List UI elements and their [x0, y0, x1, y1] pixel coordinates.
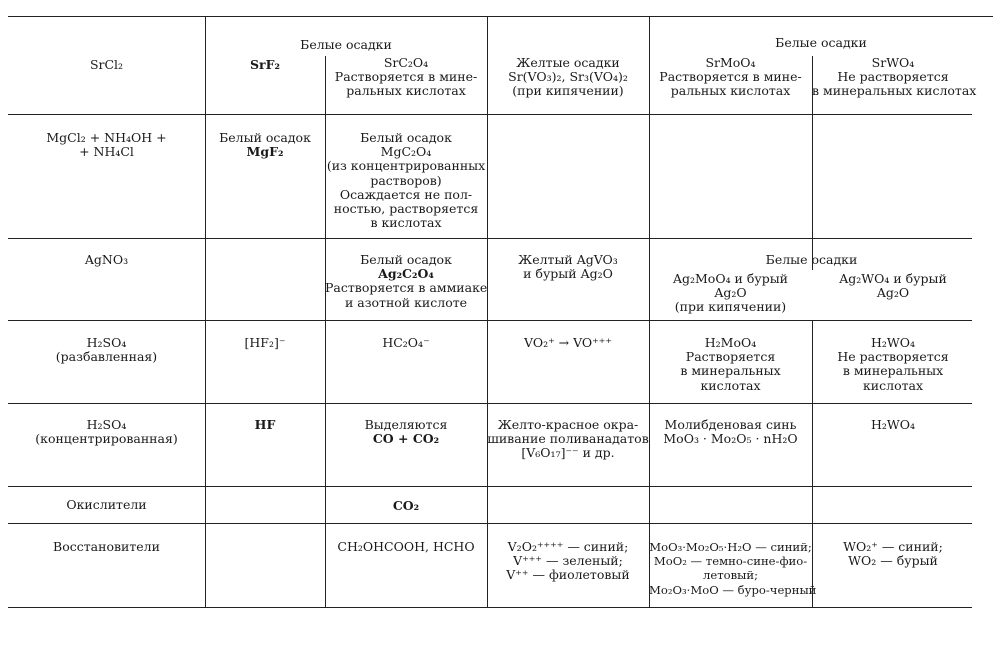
cell-line: (разбавленная) — [55, 349, 158, 365]
cell-line: в минеральных — [842, 363, 944, 379]
column-rule — [205, 16, 206, 607]
cell-line: Ag₂O — [876, 285, 910, 301]
header-reagent: SrCl₂ — [89, 57, 124, 72]
cell-line: CH₂OHCOOH, HCHO — [337, 539, 475, 554]
cell-line: SrWO₄ — [871, 55, 915, 70]
cell-line: V₂O₂⁺⁺⁺⁺ — синий; — [507, 539, 629, 554]
cell-line: MoO₃ · Mo₂O₅ · nH₂O — [663, 431, 798, 447]
cell-line: HC₂O₄⁻ — [382, 335, 430, 350]
header-vanadate — [487, 56, 649, 99]
row-rule — [8, 238, 972, 239]
table-cell — [812, 336, 974, 393]
table-cell — [649, 540, 817, 597]
table-cell — [205, 336, 325, 350]
row-group-title: Белые осадки — [765, 252, 858, 267]
cell-line: H₂WO₄ — [870, 417, 916, 432]
header-group-title: Белые осадки — [775, 35, 867, 50]
cell-line: Не растворяется — [837, 69, 949, 85]
cell-line: CO₂ — [392, 498, 420, 513]
header-tungstate — [812, 55, 977, 99]
table-cell — [325, 131, 487, 230]
table-cell — [325, 540, 487, 554]
header-oxalate — [325, 56, 487, 99]
cell-line: H₂SO₄ — [86, 335, 127, 350]
cell-line: [V₆O₁₇]⁻⁻ и др. — [521, 445, 615, 461]
table-cell — [487, 253, 649, 281]
row-rule — [8, 403, 972, 404]
table-bottom-rule — [8, 607, 972, 608]
cell-line: (при кипячении) — [512, 83, 624, 99]
table-top-rule — [8, 16, 993, 17]
cell-line: H₂SO₄ — [86, 417, 127, 432]
table-cell — [205, 418, 325, 432]
row-reagent — [8, 498, 205, 512]
row-rule — [8, 486, 972, 487]
table-cell — [812, 418, 974, 432]
cell-line: HF — [254, 417, 276, 432]
cell-line: кислотах — [700, 377, 761, 393]
table-cell — [649, 418, 812, 446]
table-cell — [649, 336, 812, 393]
cell-line: MgF₂ — [246, 144, 284, 160]
cell-line: летовый; — [702, 568, 758, 583]
cell-line: ральных кислотах — [346, 83, 466, 99]
cell-line: + NH₄Cl — [79, 144, 134, 160]
cell-line: MoO₂ — темно-сине-фио- — [653, 554, 808, 569]
cell-line: WO₂ — бурый — [848, 553, 938, 569]
cell-line: V⁺⁺⁺ — зеленый; — [513, 553, 623, 569]
row-rule — [8, 523, 972, 524]
table-cell — [205, 131, 325, 159]
row-reagent — [8, 336, 205, 364]
table-cell — [812, 540, 974, 568]
row-reagent — [8, 540, 205, 554]
column-rule — [487, 16, 488, 607]
table-cell — [487, 540, 649, 583]
table-cell — [325, 336, 487, 350]
cell-line: Желто-красное окра- — [497, 417, 639, 432]
table-cell — [325, 418, 487, 446]
row-reagent — [8, 418, 205, 446]
cell-line: Желтый AgVO₃ — [518, 252, 618, 267]
cell-line: и азотной кислоте — [344, 294, 468, 310]
row-reagent — [8, 253, 205, 267]
cell-line: Белый осадок — [360, 130, 452, 145]
cell-line: в кислотах — [370, 215, 442, 231]
cell-line: ральных кислотах — [670, 83, 791, 99]
cell-line: ностью, растворяется — [333, 201, 479, 217]
cell-line: Молибденовая синь — [664, 417, 797, 432]
cell-line: Sr(VO₃)₂, Sr₃(VO₄)₂ — [508, 69, 628, 85]
cell-line: (концентрированная) — [35, 431, 178, 447]
cell-line: MoO₃·Mo₂O₅·H₂O — синий; — [649, 540, 812, 554]
cell-line: Окислители — [66, 497, 147, 512]
table-cell — [487, 336, 649, 350]
table-cell — [325, 499, 487, 513]
table-cell — [487, 418, 649, 461]
cell-line: Ag₂MoO₄ и бурый — [672, 271, 789, 286]
row-rule — [8, 320, 972, 321]
cell-line: Mo₂O₃·MoO — буро-черный — [649, 582, 817, 597]
header-molybdate — [649, 56, 812, 99]
cell-line: Ag₂WO₄ и бурый — [839, 271, 947, 286]
cell-line: кислотах — [862, 377, 924, 393]
header-group-title: Белые осадки — [300, 37, 392, 52]
cell-line: шивание поливанадатов — [487, 431, 649, 447]
cell-line: [HF₂]⁻ — [244, 335, 286, 350]
cell-line: VO₂⁺ → VO⁺⁺⁺ — [524, 335, 612, 350]
cell-line: MgC₂O₄ — [380, 144, 432, 160]
cell-line: Белый осадок — [219, 130, 311, 145]
cell-line: H₂WO₄ — [870, 335, 916, 350]
row-reagent — [8, 131, 205, 159]
cell-line: Растворяется в мине- — [334, 69, 478, 85]
cell-line: H₂MoO₄ — [704, 335, 757, 350]
cell-line: WO₂⁺ — синий; — [843, 539, 943, 554]
cell-line: V⁺⁺ — фиолетовый — [506, 567, 630, 583]
cell-line: SrMoO₄ — [705, 55, 756, 70]
cell-line: и бурый Ag₂O — [523, 266, 613, 282]
table-cell — [812, 272, 974, 300]
table-cell — [649, 272, 812, 315]
header-bottom-rule — [8, 114, 972, 115]
cell-line: Осаждается не пол- — [339, 186, 473, 202]
cell-line: CO + CO₂ — [372, 431, 440, 447]
cell-line: Ag₂C₂O₄ — [378, 266, 434, 282]
cell-line: Белый осадок — [360, 252, 452, 267]
cell-line: Растворяется в аммиаке — [325, 280, 488, 296]
cell-line: (из концентрированных — [326, 158, 486, 174]
cell-line: (при кипячении) — [674, 299, 787, 315]
table-cell — [325, 253, 487, 310]
cell-line: Растворяется — [685, 349, 776, 365]
cell-line: в минеральных — [680, 363, 781, 379]
cell-line: Не растворяется — [837, 349, 949, 365]
cell-line: SrC₂O₄ — [383, 55, 429, 70]
cell-line: в минеральных кислотах — [812, 83, 977, 99]
cell-line: растворов) — [370, 172, 442, 188]
cell-line: AgNO₃ — [84, 252, 129, 267]
cell-line: Растворяется в мине- — [659, 69, 802, 85]
cell-line: Выделяются — [364, 417, 448, 432]
cell-line: Восстановители — [53, 539, 160, 554]
cell-line: Желтые осадки — [516, 55, 620, 70]
cell-line: MgCl₂ + NH₄OH + — [46, 130, 167, 145]
header-srf2: SrF₂ — [250, 57, 280, 72]
cell-line: Ag₂O — [714, 285, 747, 301]
